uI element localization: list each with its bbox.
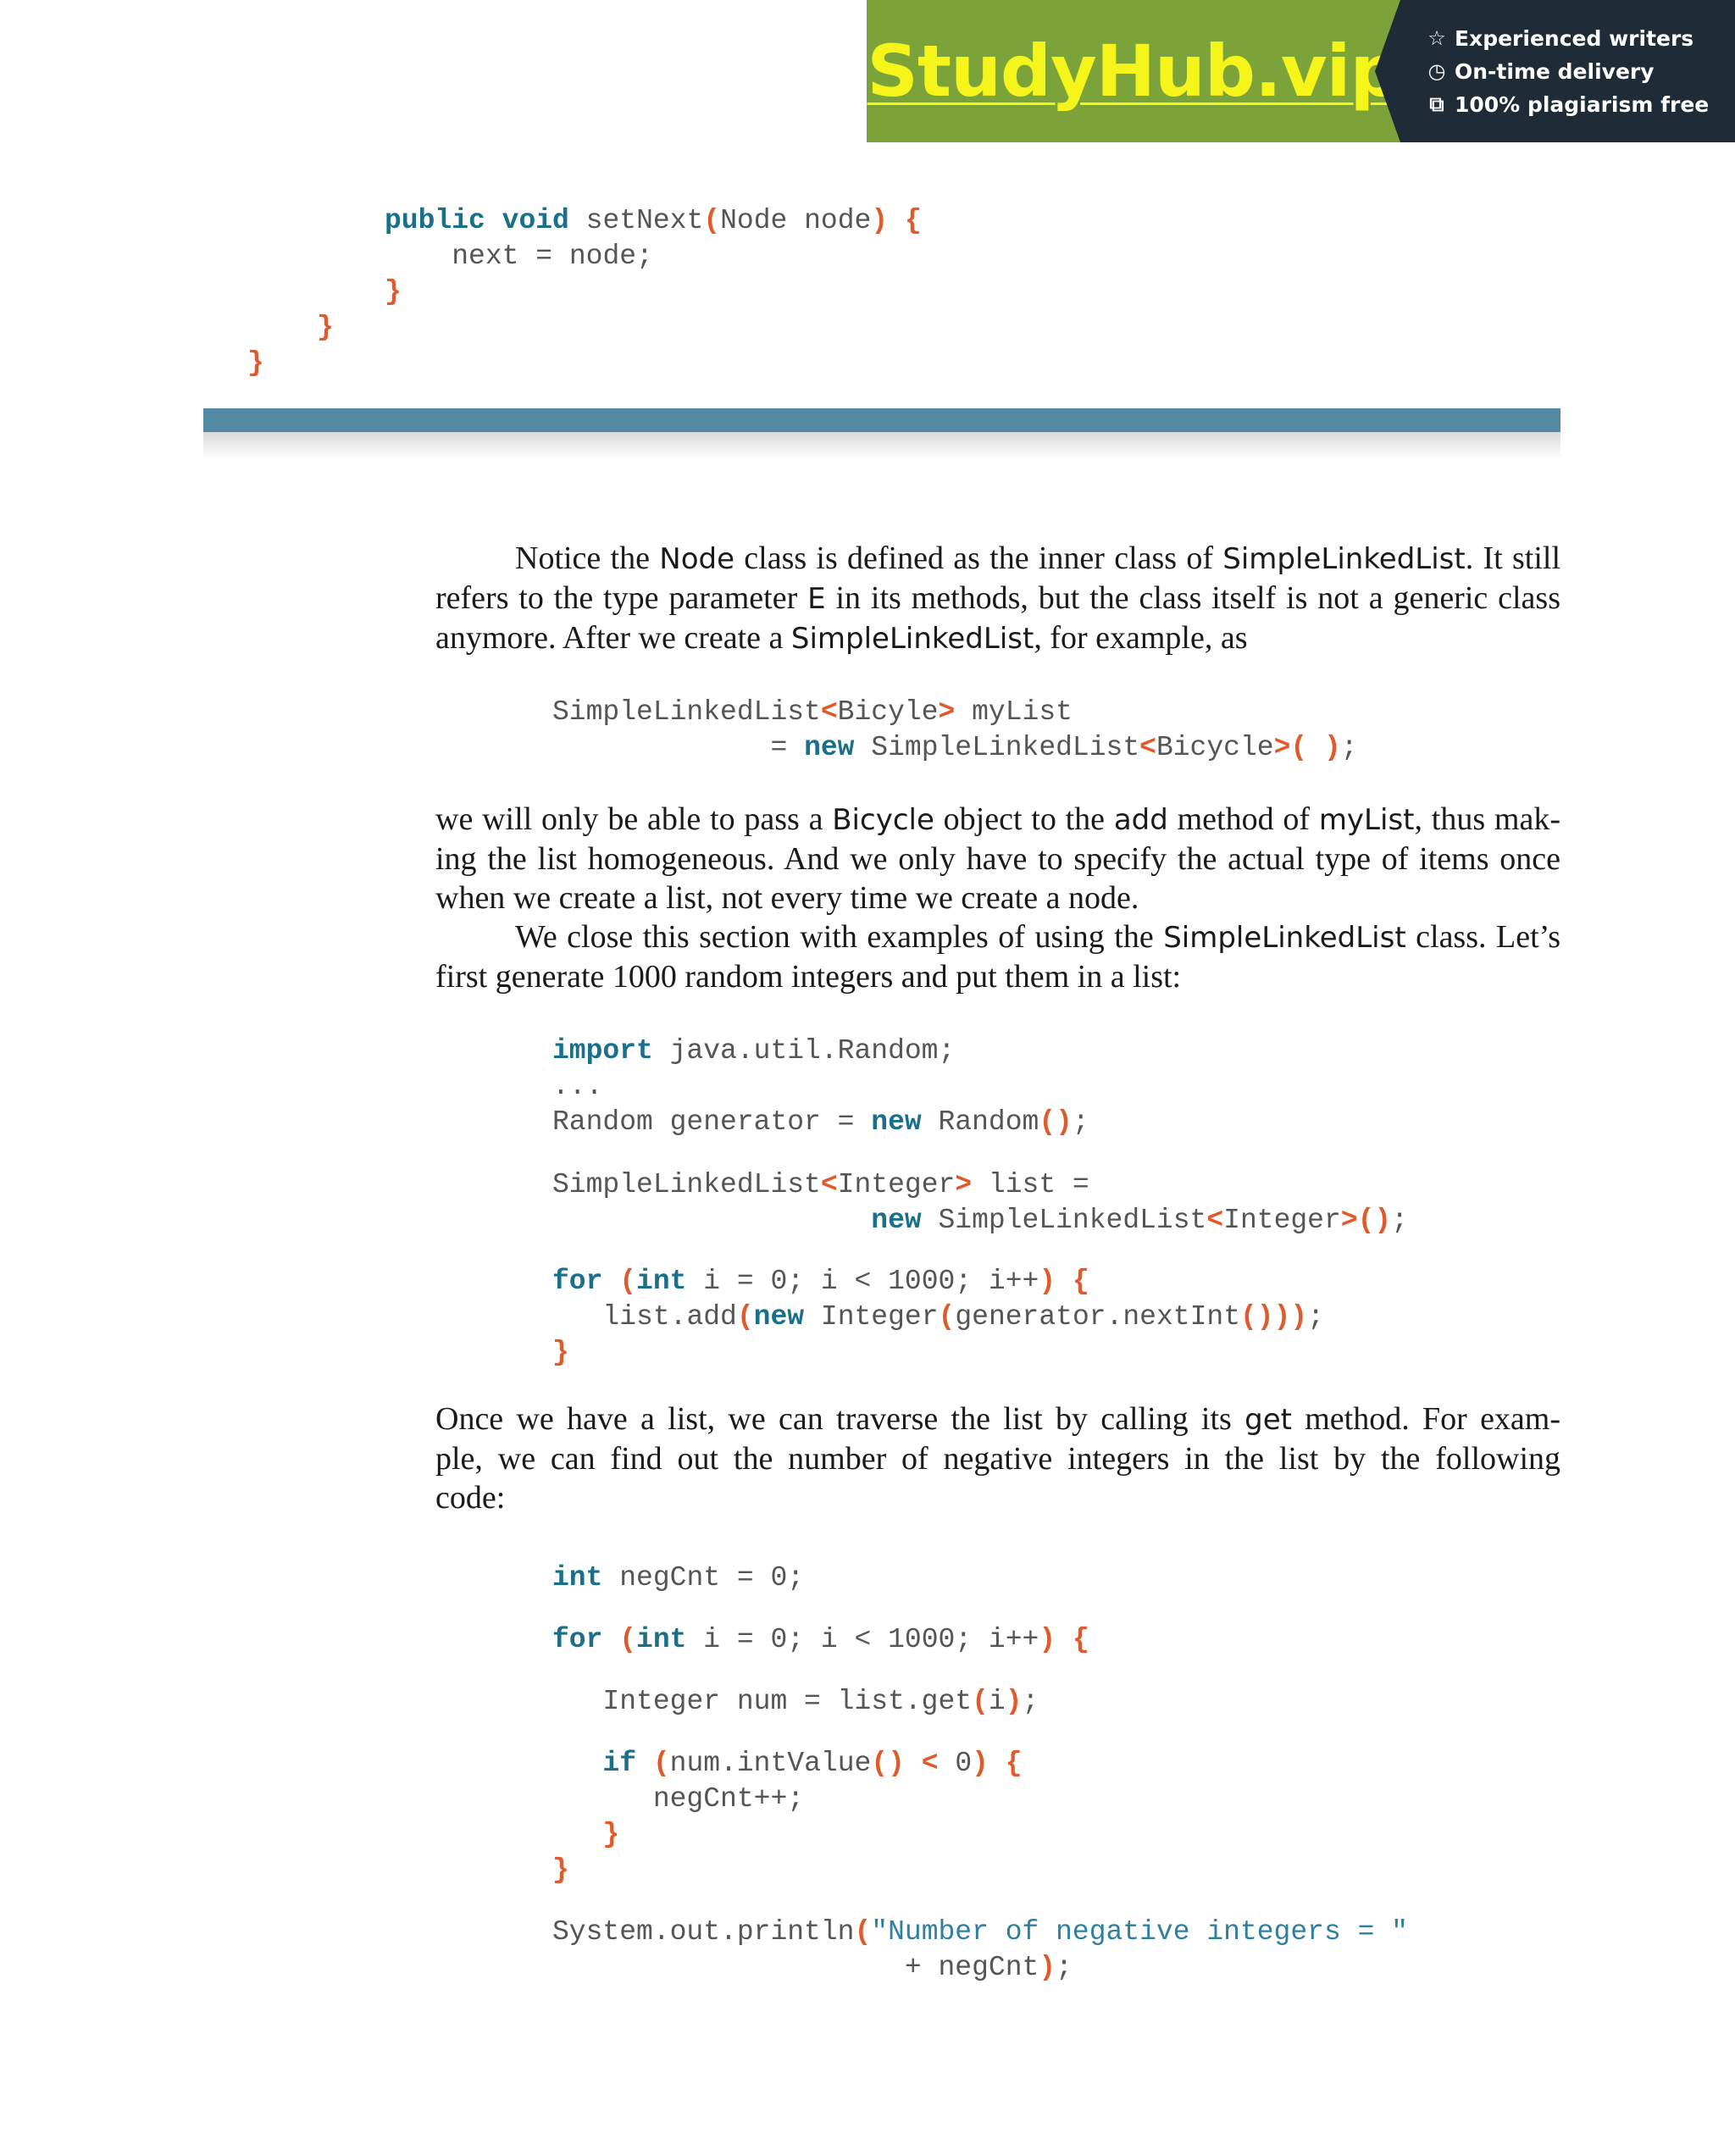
code-random-list: import java.util.Random; ... Random generator = new Random();: [552, 1035, 1089, 1138]
code-text: ...: [552, 1071, 603, 1102]
text: first generate 1000 random integers and put them in a list:: [435, 959, 1182, 995]
code-keyword: void: [502, 205, 569, 236]
code-text: negCnt++;: [652, 1783, 805, 1815]
code-println: System.out.println("Number of negative integers = " + negCnt);: [552, 1916, 1408, 1983]
feature-plagiarism-free: [1426, 92, 1735, 117]
code-text: Random generator =: [552, 1106, 872, 1138]
code-text: setNext: [568, 205, 704, 236]
code-text: + negCnt: [904, 1952, 1039, 1983]
inline-code: SimpleLinkedList: [1222, 542, 1466, 576]
code-text: 0: [938, 1748, 973, 1779]
code-keyword: new: [871, 1106, 922, 1138]
code-mylist: SimpleLinkedList<Bicyle> myList = new SimpleLinkedList<Bicycle>( );: [552, 696, 1358, 763]
code-text: num.intValue: [669, 1748, 872, 1779]
brand-logo[interactable]: StudyHub.vip: [867, 30, 1400, 113]
feature-label: On-time delivery: [1455, 58, 1655, 84]
code-text: =: [770, 732, 805, 763]
code-keyword: import: [552, 1035, 653, 1067]
clock-icon: ◷: [1427, 59, 1446, 83]
inline-code: E: [807, 582, 826, 616]
text: . It still: [1465, 540, 1561, 576]
code-text: list =: [972, 1169, 1089, 1200]
code-keyword: new: [804, 732, 855, 763]
code-keyword: if: [602, 1748, 637, 1779]
text: ple, we can find out the number of negative integers in the list by the following: [435, 1441, 1560, 1477]
code-for-loop-add: for (int i = 0; i < 1000; i++) { list.add(new Integer(generator.nextInt())); }: [552, 1266, 1325, 1368]
code-text: SimpleLinkedList: [552, 1169, 821, 1200]
code-text: i = 0; i < 1000; i++: [686, 1624, 1039, 1655]
code-text: i = 0; i < 1000; i++: [686, 1266, 1039, 1297]
inline-code: add: [1113, 803, 1168, 837]
inline-code: SimpleLinkedList: [790, 622, 1034, 656]
code-text: Integer: [804, 1301, 939, 1333]
feature-label: Experienced writers: [1455, 25, 1694, 51]
brand-panel: [867, 0, 1400, 142]
code-text: SimpleLinkedList: [552, 696, 821, 728]
text: code:: [435, 1480, 506, 1516]
code-for-loop-count: for (int i = 0; i < 1000; i++) {: [552, 1624, 1089, 1655]
text: anymore. After we create a: [435, 620, 791, 656]
paragraph-homogeneous-list: [435, 800, 1560, 996]
code-text: Node node: [720, 205, 872, 236]
inline-code: get: [1244, 1403, 1292, 1437]
paragraph-node-inner-class: [435, 539, 1560, 658]
code-text: Bicycle: [1156, 732, 1274, 763]
inline-code: Bicycle: [832, 803, 934, 837]
code-text: list.add: [602, 1301, 737, 1333]
text: class is defined as the inner class of: [734, 540, 1223, 576]
code-keyword: for: [552, 1624, 603, 1655]
code-text: Bicyle: [837, 696, 939, 728]
feature-on-time-delivery: [1426, 59, 1735, 84]
code-text: i: [988, 1686, 1006, 1717]
feature-label: 100% plagiarism free: [1455, 91, 1710, 117]
star-icon: ☆: [1427, 26, 1446, 50]
code-text: next = node;: [452, 241, 653, 272]
code-text: [905, 1748, 922, 1779]
code-keyword: int: [636, 1624, 687, 1655]
code-text: java.util.Random;: [652, 1035, 956, 1067]
text: ing the list homogeneous. And we only have to specify the actual type of items once: [435, 841, 1560, 877]
section-divider: [203, 408, 1560, 432]
code-keyword: int: [552, 1562, 603, 1593]
inline-code: Node: [659, 542, 735, 576]
studyhub-banner[interactable]: [867, 0, 1735, 142]
code-if-negative: if (num.intValue() < 0) { negCnt++; } }: [552, 1748, 1023, 1886]
code-keyword: for: [552, 1266, 603, 1297]
inline-code: SimpleLinkedList: [1163, 921, 1406, 955]
text: method of: [1167, 801, 1319, 837]
code-list-declaration: SimpleLinkedList<Integer> list = new SimpleLinkedList<Integer>();: [552, 1169, 1409, 1236]
text: object to the: [934, 801, 1114, 837]
code-get-item: Integer num = list.get(i);: [602, 1686, 1039, 1717]
paragraph-traverse-list: [435, 1399, 1560, 1517]
text: class. Let’s: [1405, 919, 1560, 955]
code-keyword: public: [385, 205, 485, 236]
text: , for example, as: [1034, 620, 1248, 656]
text: when we create a list, not every time we create a node.: [435, 880, 1139, 916]
code-text: SimpleLinkedList: [921, 1205, 1207, 1236]
text: refers to the type parameter: [435, 580, 808, 616]
code-text: negCnt = 0;: [602, 1562, 805, 1593]
code-keyword: new: [753, 1301, 805, 1333]
code-keyword: int: [636, 1266, 687, 1297]
code-text: Integer num = list.get: [602, 1686, 973, 1717]
code-close-inner: }: [317, 312, 334, 343]
code-text: Integer: [837, 1169, 956, 1200]
code-text: myList: [955, 696, 1073, 728]
code-negcnt-init: [552, 1560, 804, 1596]
code-text: Random: [921, 1106, 1039, 1138]
code-close-outer: }: [247, 347, 264, 379]
code-text: SimpleLinkedList: [854, 732, 1140, 763]
section-divider-shadow: [203, 432, 1560, 459]
code-keyword: new: [871, 1205, 922, 1236]
code-text: System.out.println: [552, 1916, 855, 1948]
text: we will only be able to pass a: [435, 801, 833, 837]
feature-list: [1400, 0, 1735, 142]
text: , thus mak-: [1414, 801, 1560, 837]
copy-icon: ⧉: [1429, 92, 1444, 116]
text: We close this section with examples of using the: [515, 919, 1164, 955]
code-setnext: public void setNext(Node node) { next = node; }: [385, 205, 922, 308]
code-string: "Number of negative integers = ": [871, 1916, 1408, 1948]
text: in its methods, but the class itself is not a generic class: [825, 580, 1560, 616]
code-text: generator.nextInt: [955, 1301, 1240, 1333]
code-text: Integer: [1223, 1205, 1341, 1236]
text: Notice the: [515, 540, 660, 576]
text: method. For exam-: [1291, 1401, 1561, 1437]
text: Once we have a list, we can traverse the list by calling its: [435, 1401, 1245, 1437]
inline-code: myList: [1318, 803, 1415, 837]
feature-experienced-writers: [1426, 26, 1735, 51]
